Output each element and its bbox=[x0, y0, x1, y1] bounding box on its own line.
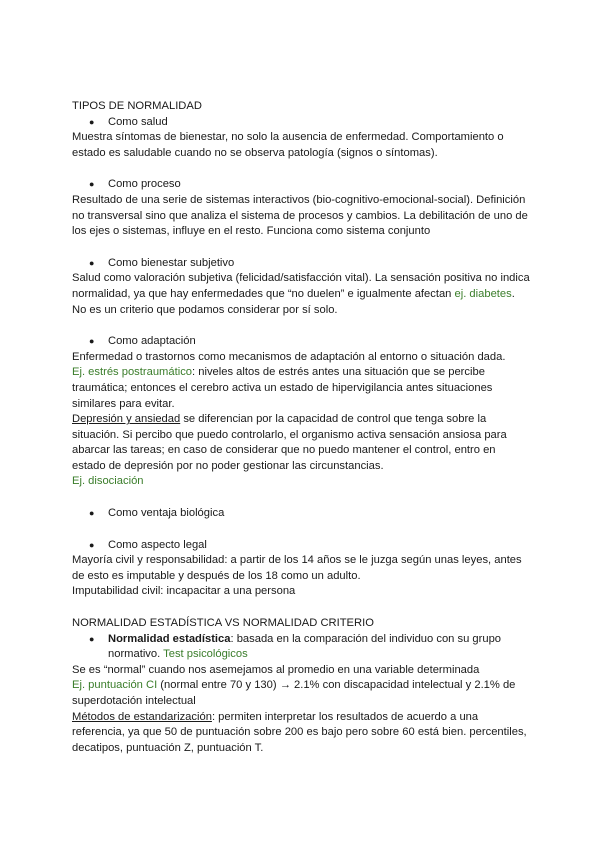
bullet-dot-icon: ● bbox=[89, 508, 95, 519]
example-diabetes: ej. diabetes bbox=[454, 287, 512, 300]
term-metodos-estandarizacion: Métodos de estandarización bbox=[72, 710, 212, 723]
bullet-dot-icon: ● bbox=[89, 539, 95, 550]
section-title-estadistica: NORMALIDAD ESTADÍSTICA VS NORMALIDAD CRITERIO bbox=[72, 617, 374, 630]
example-disociacion: Ej. disociación bbox=[72, 475, 144, 488]
bullet-normalidad-estadistica: ● Normalidad estadística: basada en la comparación del individuo con su grupo normativo. Test psicológicos bbox=[89, 632, 502, 661]
bullet-dot-icon: ● bbox=[89, 116, 95, 127]
bullet-bienestar-subjetivo: ● Como bienestar subjetivo bbox=[72, 256, 532, 272]
bullet-dot-icon: ● bbox=[89, 633, 95, 644]
paragraph-legal: Mayoría civil y responsabilidad: a partir de los 14 años se le juzga según unas leyes, antes de esto es imputable y después de los 18 como un adulto. bbox=[72, 554, 522, 582]
paragraph-estandarizacion: Métodos de estandarización: permiten interpretar los resultados de acuerdo a una referencia, ya que 50 de puntuación sobre 200 es bajo pero sobre 60 está bien. percentiles, decatipos, puntuación Z, puntuación T. bbox=[72, 710, 527, 754]
paragraph-estres: Ej. estrés postraumático: niveles altos de estrés antes una situación que se percibe traumática; entonces el cerebro activa un estado de hipervigilancia antes situaciones similares para evitar. bbox=[72, 366, 493, 410]
bullet-dot-icon: ● bbox=[89, 179, 95, 190]
example-estres: Ej. estrés postraumático bbox=[72, 366, 193, 379]
document-content bbox=[72, 99, 532, 756]
paragraph-promedio: Se es “normal” cuando nos asemejamos al promedio en una variable determinada bbox=[72, 663, 480, 676]
paragraph-imputabilidad: Imputabilidad civil: incapacitar a una persona bbox=[72, 585, 296, 598]
bullet-ventaja-biologica: ● Como ventaja biológica bbox=[72, 506, 532, 522]
paragraph-depresion: Depresión y ansiedad se diferencian por la capacidad de control que tenga sobre la situación. Si percibo que puedo controlarlo, el organismo activa sensación ansiosa para abarcar las tareas; en caso de considerar que no puedo mantener el control, entro en estado de depresión por no poder gestionar las circunstancias. bbox=[72, 413, 507, 472]
example-test-psicologicos: Test psicológicos bbox=[163, 648, 248, 661]
example-puntuacion-ci: Ej. puntuación CI bbox=[72, 679, 158, 692]
bullet-como-salud: ● Como salud bbox=[72, 115, 532, 131]
bullet-dot-icon: ● bbox=[89, 336, 95, 347]
term-normalidad-estadistica: Normalidad estadística bbox=[108, 632, 231, 645]
bullet-aspecto-legal: ● Como aspecto legal bbox=[72, 538, 532, 554]
bullet-como-adaptacion: ● Como adaptación bbox=[72, 334, 532, 350]
paragraph-proceso: Resultado de una serie de sistemas interactivos (bio-cognitivo-emocional-social). Definición no transversal sino que analiza el sistema de procesos y cambios. La debilitación de uno de los ejes o sistemas, influye en el resto. Funciona como sistema conjunto bbox=[72, 193, 528, 238]
paragraph-salud: Muestra síntomas de bienestar, no solo la ausencia de enfermedad. Comportamiento o estado es saludable cuando no se observa patología (signos o síntomas). bbox=[72, 131, 504, 159]
paragraph-adaptacion: Enfermedad o trastornos como mecanismos de adaptación al entorno o situación dada. bbox=[72, 350, 506, 363]
term-depresion-ansiedad: Depresión y ansiedad bbox=[72, 413, 181, 426]
paragraph-bienestar-2: No es un criterio que podamos considerar por sí solo. bbox=[72, 303, 338, 316]
paragraph-ci: Ej. puntuación CI (normal entre 70 y 130) → 2.1% con discapacidad intelectual y 2.1% de superdotación intelectual bbox=[72, 679, 516, 707]
bullet-dot-icon: ● bbox=[89, 257, 95, 268]
section-title-tipos: TIPOS DE NORMALIDAD bbox=[72, 100, 202, 112]
paragraph-bienestar: Salud como valoración subjetiva (felicidad/satisfacción vital). La sensación positiva no indica normalidad, ya que hay enfermedades que “no duelen” e igualmente afectan ej. diabetes. bbox=[72, 272, 530, 300]
bullet-como-proceso: ● Como proceso bbox=[72, 177, 532, 193]
